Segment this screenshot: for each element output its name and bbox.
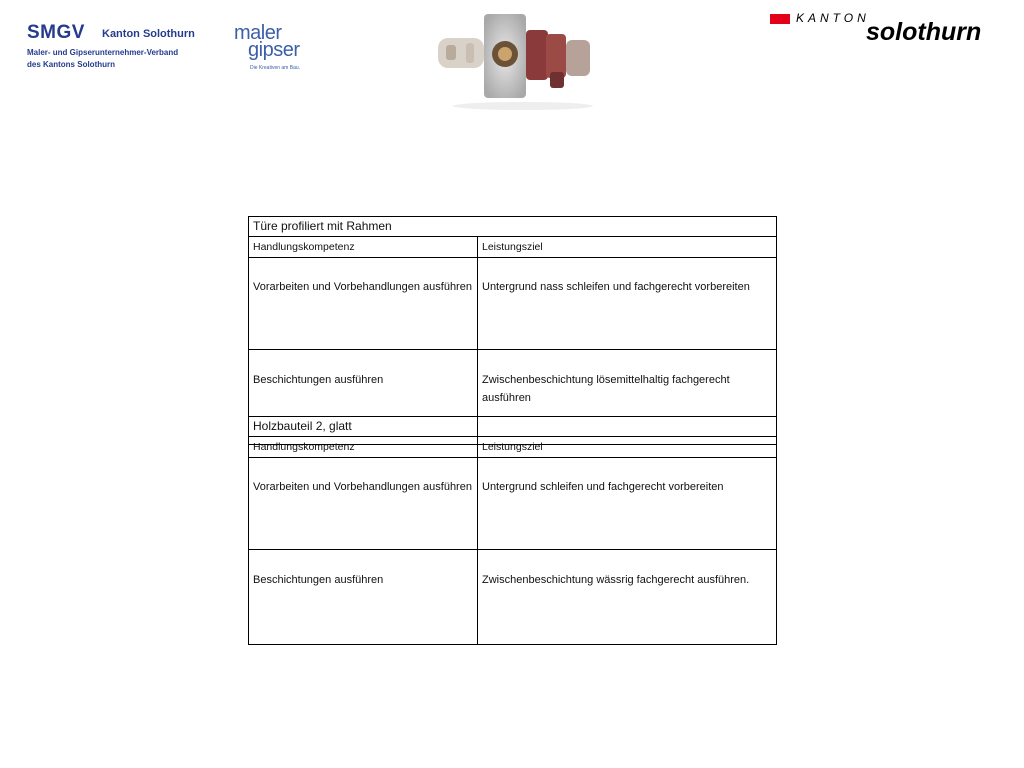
header-leistungsziel: Leistungsziel [478,237,777,258]
kompetenz-text: Beschichtungen ausführen [253,574,384,586]
maler-gipser-tagline: Die Kreativen am Bau. [250,65,301,71]
table-row [249,550,777,645]
table-title-row [249,417,777,437]
competence-table-1 [248,216,777,445]
table-title: Türe profiliert mit Rahmen [249,217,777,237]
table-header-row [249,437,777,458]
ziel-text: Untergrund nass schleifen und fachgerecht vorbereiten [482,281,750,293]
maler-gipser-logo [234,22,314,74]
kompetenz-cell [249,458,478,550]
ziel-cell [478,550,777,645]
table-title-row [249,217,777,237]
smgv-region: Kanton Solothurn [102,28,195,40]
maler-word: maler [234,22,282,44]
kompetenz-text: Vorarbeiten und Vorbehandlungen ausführen [253,481,472,493]
ziel-cell [478,458,777,550]
header-handlungskompetenz: Handlungskompetenz [249,437,478,458]
competence-table-2 [248,416,777,645]
header-leistungsziel: Leistungsziel [478,437,777,458]
ziel-text: Zwischenbeschichtung wässrig fachgerecht ausführen. [482,574,750,586]
table-title: Holzbauteil 2, glatt [249,417,777,437]
kanton-solothurn-logo [770,10,1015,50]
smgv-name: SMGV [27,22,85,43]
ziel-cell [478,258,777,350]
smgv-logo [27,22,207,74]
table-row [249,258,777,350]
header-handlungskompetenz: Handlungskompetenz [249,237,478,258]
kompetenz-cell [249,258,478,350]
gipser-word: gipser [248,39,300,61]
tool-illustration-icon [438,10,608,110]
ziel-text: Untergrund schleifen und fachgerecht vorbereiten [482,481,724,493]
ziel-text: Zwischenbeschichtung lösemittelhaltig fachgerecht ausführen [482,374,730,404]
kompetenz-text: Beschichtungen ausführen [253,374,384,386]
smgv-line-1: Maler- und Gipserunternehmer-Verband [27,48,179,57]
table-row [249,458,777,550]
kanton-name: solothurn [866,18,982,46]
kanton-label: KANTON [796,11,870,25]
kompetenz-cell [249,550,478,645]
table-header-row [249,237,777,258]
kanton-flag-icon [770,14,790,24]
smgv-line-2: des Kantons Solothurn [27,60,115,69]
kompetenz-text: Vorarbeiten und Vorbehandlungen ausführen [253,281,472,293]
tool-image [438,10,608,110]
